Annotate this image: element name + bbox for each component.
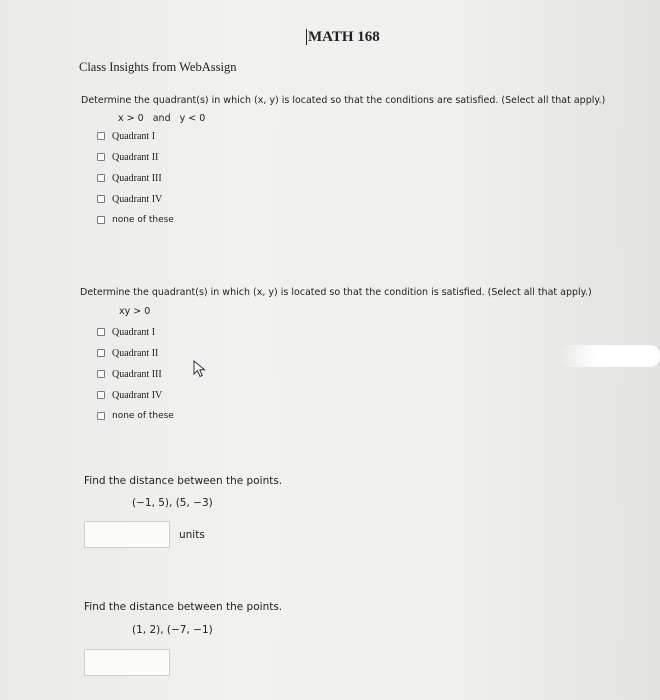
checkbox[interactable] — [97, 349, 105, 357]
q3-units-label: units — [179, 529, 205, 541]
q1-condition: x > 0 and y < 0 — [118, 113, 206, 124]
q3-answer-input[interactable] — [84, 521, 170, 548]
checkbox[interactable] — [97, 153, 105, 161]
q2-condition: xy > 0 — [119, 306, 151, 317]
checkbox[interactable] — [97, 174, 105, 182]
checkbox[interactable] — [97, 195, 105, 203]
checkbox[interactable] — [97, 370, 105, 378]
q2-option-quadrant-iii[interactable]: Quadrant III — [97, 367, 162, 381]
q1-option-quadrant-i[interactable]: Quadrant I — [97, 129, 155, 143]
q1-option-quadrant-iv[interactable]: Quadrant IV — [97, 192, 162, 206]
checkbox[interactable] — [97, 328, 105, 336]
q1-option-quadrant-iii[interactable]: Quadrant III — [97, 171, 162, 185]
q2-prompt: Determine the quadrant(s) in which (x, y) is located so that the condition is satisfied. (Select all that apply.) — [80, 287, 592, 298]
q4-points: (1, 2), (−7, −1) — [132, 624, 213, 636]
q1-option-quadrant-ii[interactable]: Quadrant II — [97, 150, 158, 164]
checkbox[interactable] — [97, 412, 105, 420]
q2-option-quadrant-ii[interactable]: Quadrant II — [97, 346, 158, 360]
q2-option-none[interactable]: none of these — [97, 409, 174, 423]
checkbox[interactable] — [97, 132, 105, 140]
q3-prompt: Find the distance between the points. — [84, 475, 283, 487]
q2-option-quadrant-iv[interactable]: Quadrant IV — [97, 388, 162, 402]
q1-prompt: Determine the quadrant(s) in which (x, y) is located so that the conditions are satisfied. (Select all that apply.) — [81, 95, 606, 106]
q4-prompt: Find the distance between the points. — [84, 601, 283, 613]
q2-option-quadrant-i[interactable]: Quadrant I — [97, 325, 155, 339]
checkbox[interactable] — [97, 391, 105, 399]
q3-points: (−1, 5), (5, −3) — [132, 497, 213, 509]
text-cursor — [306, 29, 307, 45]
q4-answer-input[interactable] — [84, 649, 170, 676]
checkbox[interactable] — [97, 216, 105, 224]
light-glare — [560, 345, 660, 367]
mouse-pointer-icon — [193, 360, 207, 378]
course-title: MATH 168 — [308, 29, 380, 45]
page-subtitle: Class Insights from WebAssign — [79, 60, 237, 74]
q1-option-none[interactable]: none of these — [97, 213, 174, 227]
